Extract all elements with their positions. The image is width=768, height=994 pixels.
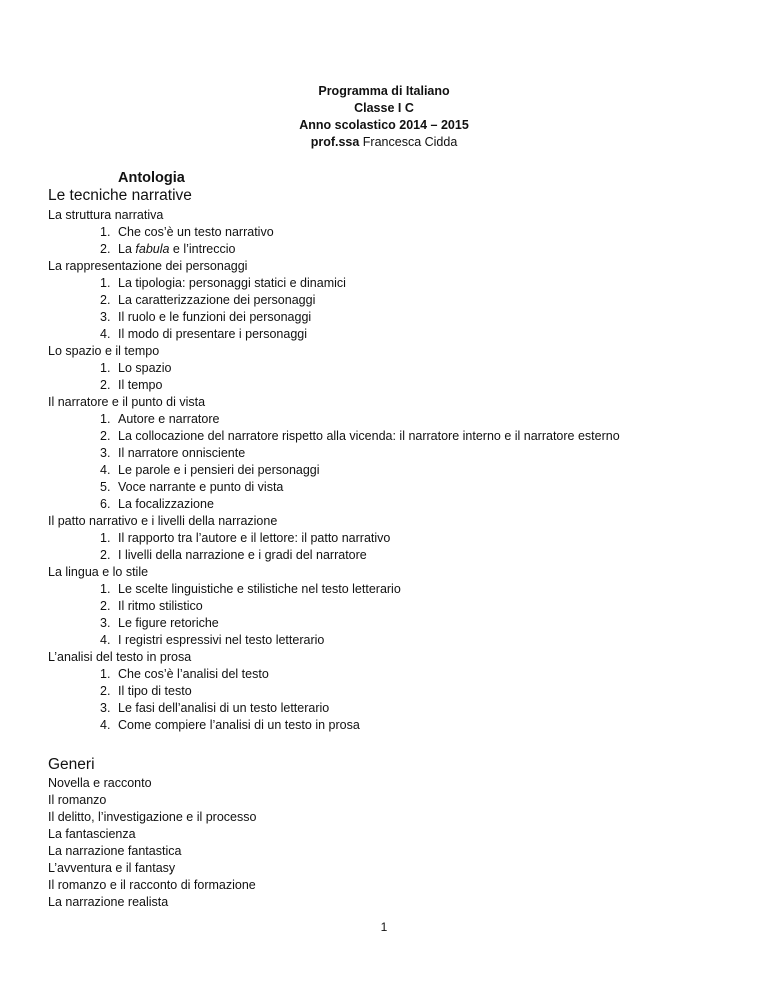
generi-item: Il romanzo [48,793,107,807]
generi-item: Il romanzo e il racconto di formazione [48,878,256,892]
list-item-number: 2. [100,378,111,392]
list-item [48,275,748,292]
list-item [48,241,748,258]
numbered-list [48,360,748,394]
list-item-text: Il rapporto tra l’autore e il lettore: il patto narrativo [118,531,391,545]
list-item-text: Lo spazio [118,361,172,375]
group-title: Il narratore e il punto di vista [48,395,206,409]
list-item [48,700,748,717]
list-item-text: Il narratore onnisciente [118,446,246,460]
group-title: L’analisi del testo in prosa [48,650,192,664]
list-item-number: 2. [100,242,111,256]
antologia-heading: Antologia [118,170,185,186]
teacher-prefix: prof.ssa [310,135,360,149]
group-title: La lingua e lo stile [48,565,149,579]
list-item-number: 4. [100,327,111,341]
generi-item: L’avventura e il fantasy [48,861,176,875]
document-header [0,83,768,151]
group-title: Il patto narrativo e i livelli della narrazione [48,514,278,528]
list-item-text: Che cos’è l’analisi del testo [118,667,269,681]
list-item-text: Voce narrante e punto di vista [118,480,284,494]
list-item-number: 1. [100,276,111,290]
list-item-number: 4. [100,633,111,647]
numbered-list [48,666,748,734]
list-item-text: Le figure retoriche [118,616,219,630]
list-item-text: Il tempo [118,378,163,392]
list-item [48,615,748,632]
list-item-number: 5. [100,480,111,494]
list-item-text: Le fasi dell’analisi di un testo letterario [118,701,330,715]
list-item-number: 2. [100,548,111,562]
list-item-text: La tipologia: personaggi statici e dinamici [118,276,346,290]
list-item-text: I livelli della narrazione e i gradi del narratore [118,548,367,562]
title-school-year: Anno scolastico 2014 – 2015 [299,118,469,132]
generi-item: La narrazione fantastica [48,844,182,858]
list-item-text: Come compiere l’analisi di un testo in prosa [118,718,360,732]
list-item-number: 2. [100,684,111,698]
title-subject: Programma di Italiano [318,84,450,98]
numbered-list [48,275,748,343]
list-item-number: 3. [100,446,111,460]
list-item [48,530,748,547]
list-item-text: Il tipo di testo [118,684,192,698]
generi-item: La fantascienza [48,827,136,841]
list-item-text: Le parole e i pensieri dei personaggi [118,463,320,477]
generi-list [48,775,256,911]
list-item [48,292,748,309]
generi-item: Novella e racconto [48,776,152,790]
list-item-text: I registri espressivi nel testo letterario [118,633,325,647]
list-item [48,462,748,479]
list-item-text: Che cos’è un testo narrativo [118,225,274,239]
list-item [48,445,748,462]
teacher-name: Francesca Cidda [359,135,458,149]
list-item [48,360,748,377]
list-item-number: 3. [100,616,111,630]
list-item-text: Il ritmo stilistico [118,599,203,613]
list-item [48,666,748,683]
list-item [48,428,748,445]
tecniche-narrative-heading: Le tecniche narrative [48,187,192,204]
list-item-text: e l’intreccio [169,242,236,256]
list-item [48,496,748,513]
list-item [48,683,748,700]
title-class: Classe I C [354,101,414,115]
list-item-number: 3. [100,310,111,324]
generi-heading: Generi [48,756,95,773]
group-title: La struttura narrativa [48,208,164,222]
list-item-number: 1. [100,531,111,545]
title-teacher [0,134,768,151]
list-item-number: 4. [100,463,111,477]
list-item [48,632,748,649]
list-item-text: La [118,242,136,256]
generi-item: Il delitto, l’investigazione e il processo [48,810,257,824]
numbered-list [48,411,748,513]
list-item-number: 2. [100,599,111,613]
list-item [48,326,748,343]
list-item [48,598,748,615]
list-item-number: 1. [100,361,111,375]
list-item [48,547,748,564]
list-item [48,717,748,734]
list-item-number: 1. [100,582,111,596]
list-item-number: 3. [100,701,111,715]
list-item-number: 2. [100,429,111,443]
list-item-number: 4. [100,718,111,732]
generi-item: La narrazione realista [48,895,169,909]
list-item [48,309,748,326]
list-item-emphasis: fabula [135,242,170,256]
numbered-list [48,581,748,649]
numbered-list [48,530,748,564]
list-item-text: Il ruolo e le funzioni dei personaggi [118,310,312,324]
list-item-text: Autore e narratore [118,412,220,426]
list-item-number: 1. [100,225,111,239]
list-item-number: 1. [100,412,111,426]
list-item-text: La caratterizzazione dei personaggi [118,293,316,307]
list-item [48,581,748,598]
list-item-text: Le scelte linguistiche e stilistiche nel testo letterario [118,582,401,596]
group-title: La rappresentazione dei personaggi [48,259,248,273]
list-item-number: 1. [100,667,111,681]
list-item [48,377,748,394]
list-item-text: La collocazione del narratore rispetto alla vicenda: il narratore interno e il narratore esterno [118,429,620,443]
group-title: Lo spazio e il tempo [48,344,160,358]
page-number: 1 [380,920,388,934]
tecniche-narrative-content [48,207,748,734]
list-item [48,224,748,241]
list-item [48,479,748,496]
list-item [48,411,748,428]
numbered-list [48,224,748,258]
list-item-number: 2. [100,293,111,307]
list-item-number: 6. [100,497,111,511]
list-item-text: Il modo di presentare i personaggi [118,327,308,341]
list-item-text: La focalizzazione [118,497,214,511]
